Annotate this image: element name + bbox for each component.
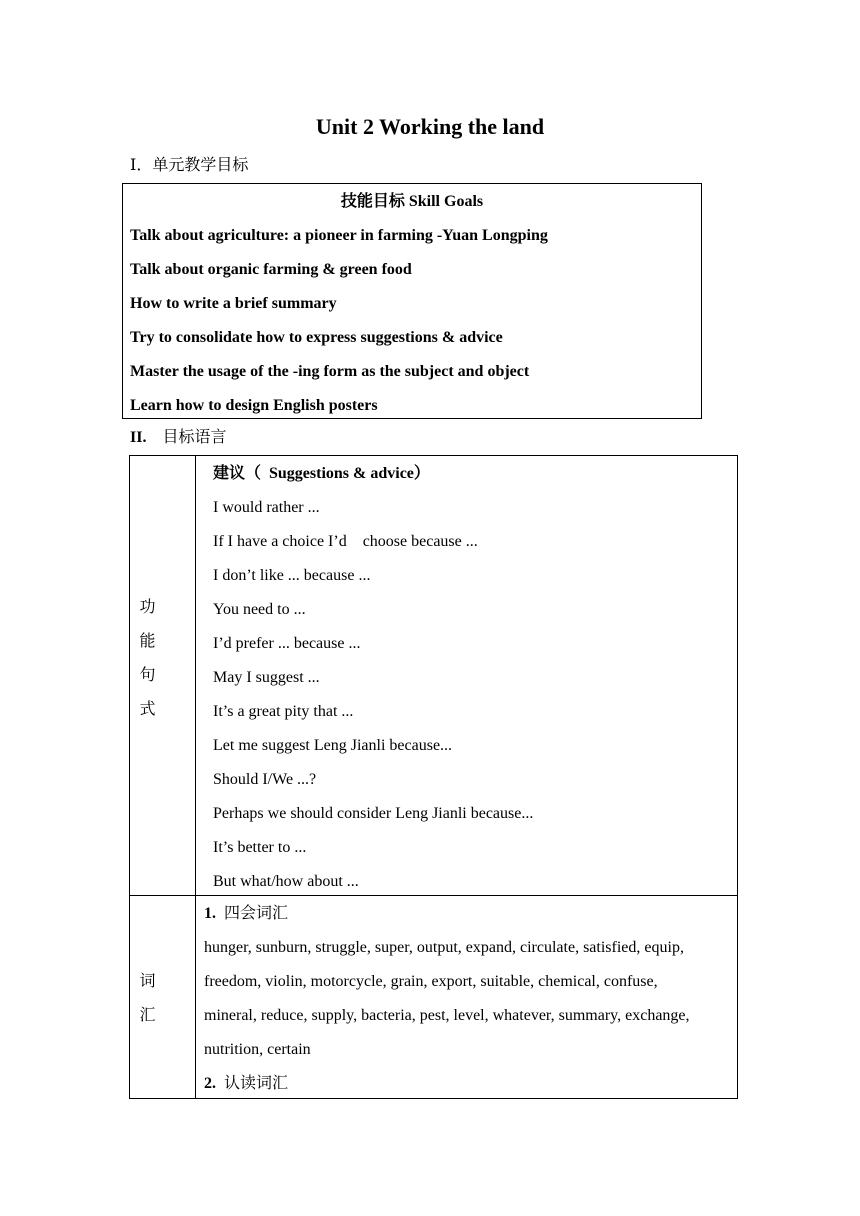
sentence-item: Perhaps we should consider Leng Jianli because...	[213, 805, 534, 822]
skill-goal-item: How to write a brief summary	[130, 295, 337, 312]
vocab-line: hunger, sunburn, struggle, super, output, expand, circulate, satisfied, equip,	[204, 939, 684, 956]
sentence-item: It’s better to ...	[213, 839, 307, 856]
section-title: 目标语言	[162, 429, 227, 446]
document-title: Unit 2 Working the land	[315, 114, 545, 139]
sentence-item: But what/how about ...	[213, 873, 359, 890]
sentence-item: Let me suggest Leng Jianli because...	[213, 737, 453, 754]
label-char: 功	[139, 599, 156, 616]
sentence-item: I would rather ...	[213, 499, 320, 516]
part-number: 2.	[204, 1075, 216, 1092]
label-char: 词	[139, 973, 156, 990]
sentence-item: Should I/We ...?	[213, 771, 317, 788]
part-number: 1.	[204, 905, 216, 922]
label-char: 能	[139, 633, 156, 650]
vocab-part1-heading	[204, 897, 734, 931]
sentence-item: It’s a great pity that ...	[213, 703, 354, 720]
section-heading-target-language	[130, 428, 226, 448]
vocab-line: mineral, reduce, supply, bacteria, pest, level, whatever, summary, exchange,	[204, 1007, 690, 1024]
sentence-item: May I suggest ...	[213, 669, 320, 686]
vocab-line: nutrition, certain	[204, 1041, 311, 1058]
label-char: 句	[139, 667, 156, 684]
vocab-line: freedom, violin, motorcycle, grain, export, suitable, chemical, confuse,	[204, 973, 658, 990]
section-heading-objectives: Ⅰ．单元教学目标	[130, 157, 249, 174]
skill-goal-item: Talk about organic farming & green food	[130, 261, 412, 278]
skill-goal-item: Master the usage of the -ing form as the subject and object	[130, 363, 530, 380]
vocabulary-content	[204, 897, 734, 1101]
label-char: 汇	[139, 1007, 156, 1024]
sentence-item: If I have a choice I’d choose because ...	[213, 533, 478, 550]
section-number: II.	[130, 429, 147, 446]
part-title: 认读词汇	[224, 1075, 289, 1092]
sentence-item: I’d prefer ... because ...	[213, 635, 361, 652]
label-char: 式	[139, 701, 156, 718]
part-title: 四会词汇	[224, 905, 289, 922]
vocabulary-row-label	[130, 965, 165, 1033]
skill-goal-item: Try to consolidate how to express suggestions & advice	[130, 329, 503, 346]
sentence-item: I don’t like ... because ...	[213, 567, 371, 584]
functional-sentences	[213, 457, 733, 899]
skill-goal-item: Talk about agriculture: a pioneer in farming -Yuan Longping	[130, 227, 548, 244]
skill-goal-item: Learn how to design English posters	[130, 397, 378, 414]
vocab-part2-heading	[204, 1067, 734, 1101]
functions-row-label	[130, 591, 165, 727]
column-divider	[195, 456, 196, 1098]
target-language-table	[129, 455, 738, 1099]
skill-goals-header: 技能目标 Skill Goals	[340, 193, 484, 210]
sentence-item: You need to ...	[213, 601, 306, 618]
suggestions-header: 建议（ Suggestions & advice）	[213, 465, 430, 482]
skill-goals-table	[122, 183, 702, 419]
